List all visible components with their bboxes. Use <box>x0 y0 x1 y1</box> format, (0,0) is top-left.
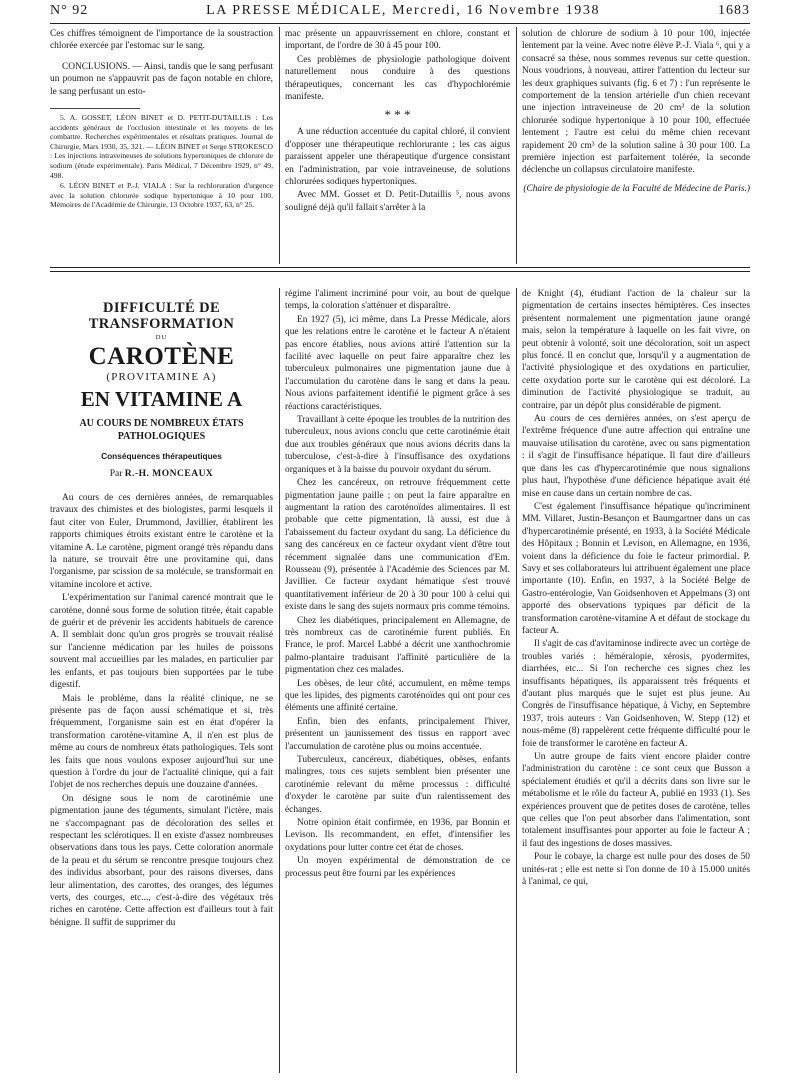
paragraph: Mais le problème, dans la réalité clinique, ne se présente pas de façon aussi schématique et si, très fréquemment, l'organisme sain est en état d'opérer la transformation carotène-vitamine A, il n'en est plus de même au cours de nombreux états pathologiques. Tels sont les faits que nous voulons exposer aujourd'hui sur une question à l'ordre du jour de l'actualité clinique, qui a fait l'objet de nos recherches depuis une douzaine d'années. <box>50 693 273 791</box>
column-divider <box>279 288 280 1073</box>
top-right-column <box>522 28 750 195</box>
article-title-line1: DIFFICULTÉ DE TRANSFORMATION <box>88 300 235 332</box>
footnotes <box>50 113 273 210</box>
paragraph: C'est également l'insuffisance hépatique qu'incriminent MM. Villaret, Justin-Besançon et Baumgartner dans un cas d'hypercarotinémie présenté, en 1933, à la Société Médicale des Hôpitaux ; Bonnin et Levison, en Allemagne, en 1936, voient dans la déficience du foie le facteur primordial. P. Savy et ses collaborateurs lui attribuent également une place importante (10). Enfin, en 1937, à la Société Belge de Gastro-entérologie, Van Goidsenhoven et Appelmans (3) ont apporté des observations typiques par déficit de la transformation carotène-vitamine A et défaut de stockage du facteur A. <box>522 501 750 636</box>
paragraph: Un moyen expérimental de démonstration de ce processus peut être fourni par les expériences <box>285 856 510 879</box>
section-stars: * * * <box>384 107 411 123</box>
article-subtitle: AU COURS DE NOMBREUX ÉTATS PATHOLOGIQUES <box>79 418 244 442</box>
paragraph: Avec MM. Gosset et D. Petit-Dutaillis ⁵, nous avons souligné déjà qu'il fallait s'arrêter à la <box>285 190 510 213</box>
article-column-3 <box>522 288 750 889</box>
paragraph: Les obèses, de leur côté, accumulent, en même temps que les lipides, des pigments caroténoïdes qui ont pour ces éléments une affinité certaine. <box>285 678 510 714</box>
header-rule <box>50 23 750 24</box>
paragraph: Au cours de ces dernières années, on s'est aperçu de l'extrême fréquence d'une autre affection qui entraîne une mauvaise utilisation du carotène, avec ou sans pigmentation : il s'agit de l'insuffisance hépatique. Il faut dire d'ailleurs que dans les cas d'hypercarotinémie que nous signalions plus haut, l'hypothèse d'une déficience hépatique avait été mise en cause dans un certain nombre de cas. <box>522 414 750 499</box>
article-title-line3: EN VITAMINE A <box>80 387 243 411</box>
column-divider <box>279 27 280 264</box>
paragraph: mac présente un appauvrissement en chlore, constant et important, de l'ordre de 30 à 45 pour 100. <box>285 29 510 52</box>
conclusions-paragraph: CONCLUSIONS. — Ainsi, tandis que le sang perfusant un poumon ne s'appauvrit pas de façon notable en chlore, le sang perfusant un esto- <box>50 61 273 97</box>
paragraph: On désigne sous le nom de carotinémie une pigmentation jaune des téguments, simulant l'ictère, mais ne s'accompagnant pas de décoloration des selles et respectant les sclérotiques. Il en existe d'assez nombreuses observations dans tous les pays. Cette coloration anormale de la peau et du sérum se rencontre presque toujours chez des individus absorbant, pour des raisons diverses, dans leur alimentation, des carottes, des oranges, des légumes verts, des courges, etc..., c'est-à-dire des végétaux très riches en carotène. Cette affection est d'ailleurs tout à fait bénigne. Il suffit de supprimer du <box>50 793 273 928</box>
article-column-2 <box>285 288 510 880</box>
paragraph: Pour le cobaye, la charge est nulle pour des doses de 50 unités-rat ; elle est nette si l'on donne de 10 à 15.000 unités à l'animal, ce qui, <box>522 852 750 888</box>
article-heading <box>50 300 273 479</box>
footnote: 5. A. GOSSET, LÉON BINET et D. PETIT-DUTAILLIS : Les accidents généraux de l'occlusion intestinale et les moyens de les combattre. Recherches expérimentales et résultats pratiques. Journal de Chirurgie, Mars 1930, 35, 321. — LÉON BINET et Serge STROKESCO : Les injections intraveineuses de solutions hypertoniques de chlorure de sodium (étude expérimentale). Paris Médical, 7 Décembre 1929, n° 49, 498. <box>50 113 273 180</box>
paragraph: Enfin, bien des enfants, principalement l'hiver, présentent un jaunissement des tissus en rapport avec l'accumulation de carotène plus ou moins accentuée. <box>285 716 510 752</box>
top-left-column <box>50 28 273 210</box>
paragraph: Ces chiffres témoignent de l'importance de la soustraction chlorée exercée par l'estomac sur le sang. <box>50 29 273 52</box>
footnote: 6. LÉON BINET et P.-J. VIALA : Sur la rechloruration d'urgence avec la solution chlorurée sodique hypertonique à 10 pour 100. Mémoires de l'Académie de Chirurgie, 13 Octobre 1937, 63, n° 25. <box>50 181 273 210</box>
footnote-rule <box>50 108 140 109</box>
article-title-du: DU <box>155 334 168 341</box>
paragraph: Chez les cancéreux, on retrouve fréquemment cette pigmentation jaune paille ; on peut la faire apparaître en augmentant la ration des caroténoïdes alimentaires. Il est probable que cette pigmentation, là aussi, est due à l'abaissement du facteur oxydant du sang. La déficience du sang des cancéreux en ce facteur oxydant vient d'être tout récemment signalée dans une communication d'Em. Rousseau (9), présentée à l'Académie des Sciences par M. Javillier. Ce facteur oxydant hématique s'est trouvé quantitativement inférieur de 20 à 30 pour 100 à celui qui existe dans le sang des sujets normaux pris comme témoins. <box>285 478 510 613</box>
issue-number: N° 92 <box>50 3 89 18</box>
author-prefix: Par <box>109 469 123 479</box>
paragraph: Notre opinion était confirmée, en 1936, par Bonnin et Levison. Ils recommandent, en effet, d'intensifier les oxydations pour lutter contre cet état de choses. <box>285 818 510 853</box>
page-number: 1683 <box>717 3 750 18</box>
author-name: R.-H. MONCEAUX <box>124 469 214 479</box>
section-rule <box>50 267 750 268</box>
article-title-line2: CAROTÈNE <box>88 343 235 370</box>
paragraph: Au cours de ces dernières années, de remarquables travaux des chimistes et des biologistes, parmi lesquels il faut citer von Euler, Drummond, Javillier, établirent les rapports chimiques étroits existant entre le carotène et la vitamine A. Le carotène, pigment orangé très répandu dans la nature, se trouvait être une provitamine qui, dans l'organisme, par scission de sa molécule, se transformait en vitamine incolore et active. <box>50 493 273 590</box>
paragraph: Ces problèmes de physiologie pathologique doivent naturellement nous conduire à des questions thérapeutiques, concernant les cas d'hypochlorémie manifeste. <box>285 54 510 103</box>
article-column-1 <box>50 492 273 929</box>
paragraph: Il s'agit de cas d'avitaminose indirecte avec un cortège de troubles variés : héméralopie, xérosis, pyodermites, diarrhées, etc... Si l'on recherche ces signes chez les insuffisants hépatiques, ils apparaissent très fréquents et d'autant plus marqués que le sujet est plus jeune. Au Congrès de l'insuffisance hépatique, à Vichy, en Septembre 1937, trois auteurs : Van Goidsenhoven, W. Stepp (12) et nous-même (8) rappelèrent cette fréquente difficulté pour le foie de transformer le carotène en facteur A. <box>522 639 750 749</box>
section-rule <box>50 271 750 272</box>
paragraph: Travaillant à cette époque les troubles de la nutrition des tuberculeux, nous avions conclu que cette carotinémie était due aux troubles généraux que nous avions décrits dans la tuberculose, c'est-à-dire à l'insuffisance des oxydations organiques et à la baisse du pouvoir oxydant du sérum. <box>285 415 510 475</box>
column-divider <box>516 27 517 264</box>
paragraph: En 1927 (5), ici même, dans La Presse Médicale, alors que les relations entre le carotène et le facteur A n'étaient pas encore établies, nous avions attiré l'attention sur la facilité avec laquelle on peut faire apparaître chez les tuberculeux pulmonaires une pigmentation jaune due à l'accumulation du carotène dans le sang et dans la peau. Nous avions parfaitement identifié le pigment grâce à ses réactions caractéristiques. <box>285 314 510 412</box>
article-author <box>50 469 273 479</box>
paragraph: Un autre groupe de faits vient encore plaider contre l'administration du carotène : ce sont ceux que Busson a spécialement étudiés et qu'il a décrits dans son livre sur le métabolisme et le rôle du facteur A, publié en 1933 (1). Ses expériences prouvent que de petites doses de carotène, telles que celles que l'on peut absorber dans l'alimentation, sont totalement insuffisantes pour apporter au foie le facteur A ; il faut des ingestions de doses massives. <box>522 752 750 849</box>
paragraph: A une réduction accentuée du capital chloré, il convient d'opposer une thérapeutique rechlorurante ; les cas aigus paraissent appeler une thérapeutique d'urgence consistant en l'administration, par voie intraveineuse, de solutions chlorurées sodiques hypertoniques. <box>285 127 510 188</box>
paragraph: régime l'aliment incriminé pour voir, au bout de quelque temps, la coloration s'atténuer et disparaître. <box>285 289 510 312</box>
paragraph: de Knight (4), étudiant l'action de la chaleur sur la pigmentation de certains insectes hémiptères. Ces insectes présentent normalement une pigmentation jaune orangé mais, selon la température à laquelle on les fait vivre, on peut obtenir à volonté, soit une décoloration, soit un aspect plus foncé. Il en conclut que, lorsqu'il y a augmentation de l'activité physiologique et des oxydations en particulier, cette oxydation porte sur le carotène qui est décoloré. La diminution de l'activité physiologique se traduit, au contraire, par un dépôt plus considérable de pigment. <box>522 289 750 411</box>
affiliation: (Chaire de physiologie de la Faculté de Médecine de Paris.) <box>523 183 750 194</box>
paragraph: Chez les diabétiques, principalement en Allemagne, de très nombreux cas de carotinémie furent publiés. En France, le prof. Marcel Labbé a décrit une xanthochromie palmo-plantaire traduisant l'affinité particulière de la pigmentation chez ces malades. <box>285 615 510 676</box>
top-middle-column <box>285 28 510 214</box>
article-title-provitamine: (PROVITAMINE A) <box>106 371 217 383</box>
paragraph: solution de chlorure de sodium à 10 pour 100, injectée lentement par la veine. Avec notre élève P.-J. Viala ⁶, qui y a consacré sa thèse, nous sommes revenus sur cette question. Nous voudrions, à nouveau, attirer l'attention du lecteur sur les deux graphiques suivants (fig. 6 et 7) : l'un représente le comportement de la tension artérielle d'un chien recevant une injection intraveineuse de 20 cm³ de la solution chlorurée sodique hypertonique à 10 pour 100, effectuée lentement ; l'autre est celui du même chien recevant rapidement 20 cm³ de la solution saline à 30 pour 100. La première injection est parfaitement tolérée, la seconde déclenche un collapsus circulatoire manifeste. <box>522 29 750 176</box>
journal-title: LA PRESSE MÉDICALE, Mercredi, 16 Novembre 1938 <box>206 3 601 18</box>
page-header <box>50 0 750 22</box>
column-divider <box>516 288 517 1073</box>
paragraph: Tuberculeux, cancéreux, diabétiques, obèses, enfants malingres, tous ces sujets semblent bien présenter une carotinémie relevant du même processus : difficulté d'oxyder le carotène par suite d'un ralentissement des échanges. <box>285 755 510 815</box>
article-consequences: Conséquences thérapeutiques <box>101 451 222 461</box>
paragraph: L'expérimentation sur l'animal carencé montrait que le carotène, donné sous forme de solution titrée, était capable de guérir et de prévenir les accidents habituels de carence A. Il semblait donc qu'un gros progrès se trouvait réalisé sur l'ancienne médication par les huiles de poissons souvent mal accueillies par les malades, en particulier par les enfants, et pas toujours bien supportées par le tube digestif. <box>50 593 273 691</box>
